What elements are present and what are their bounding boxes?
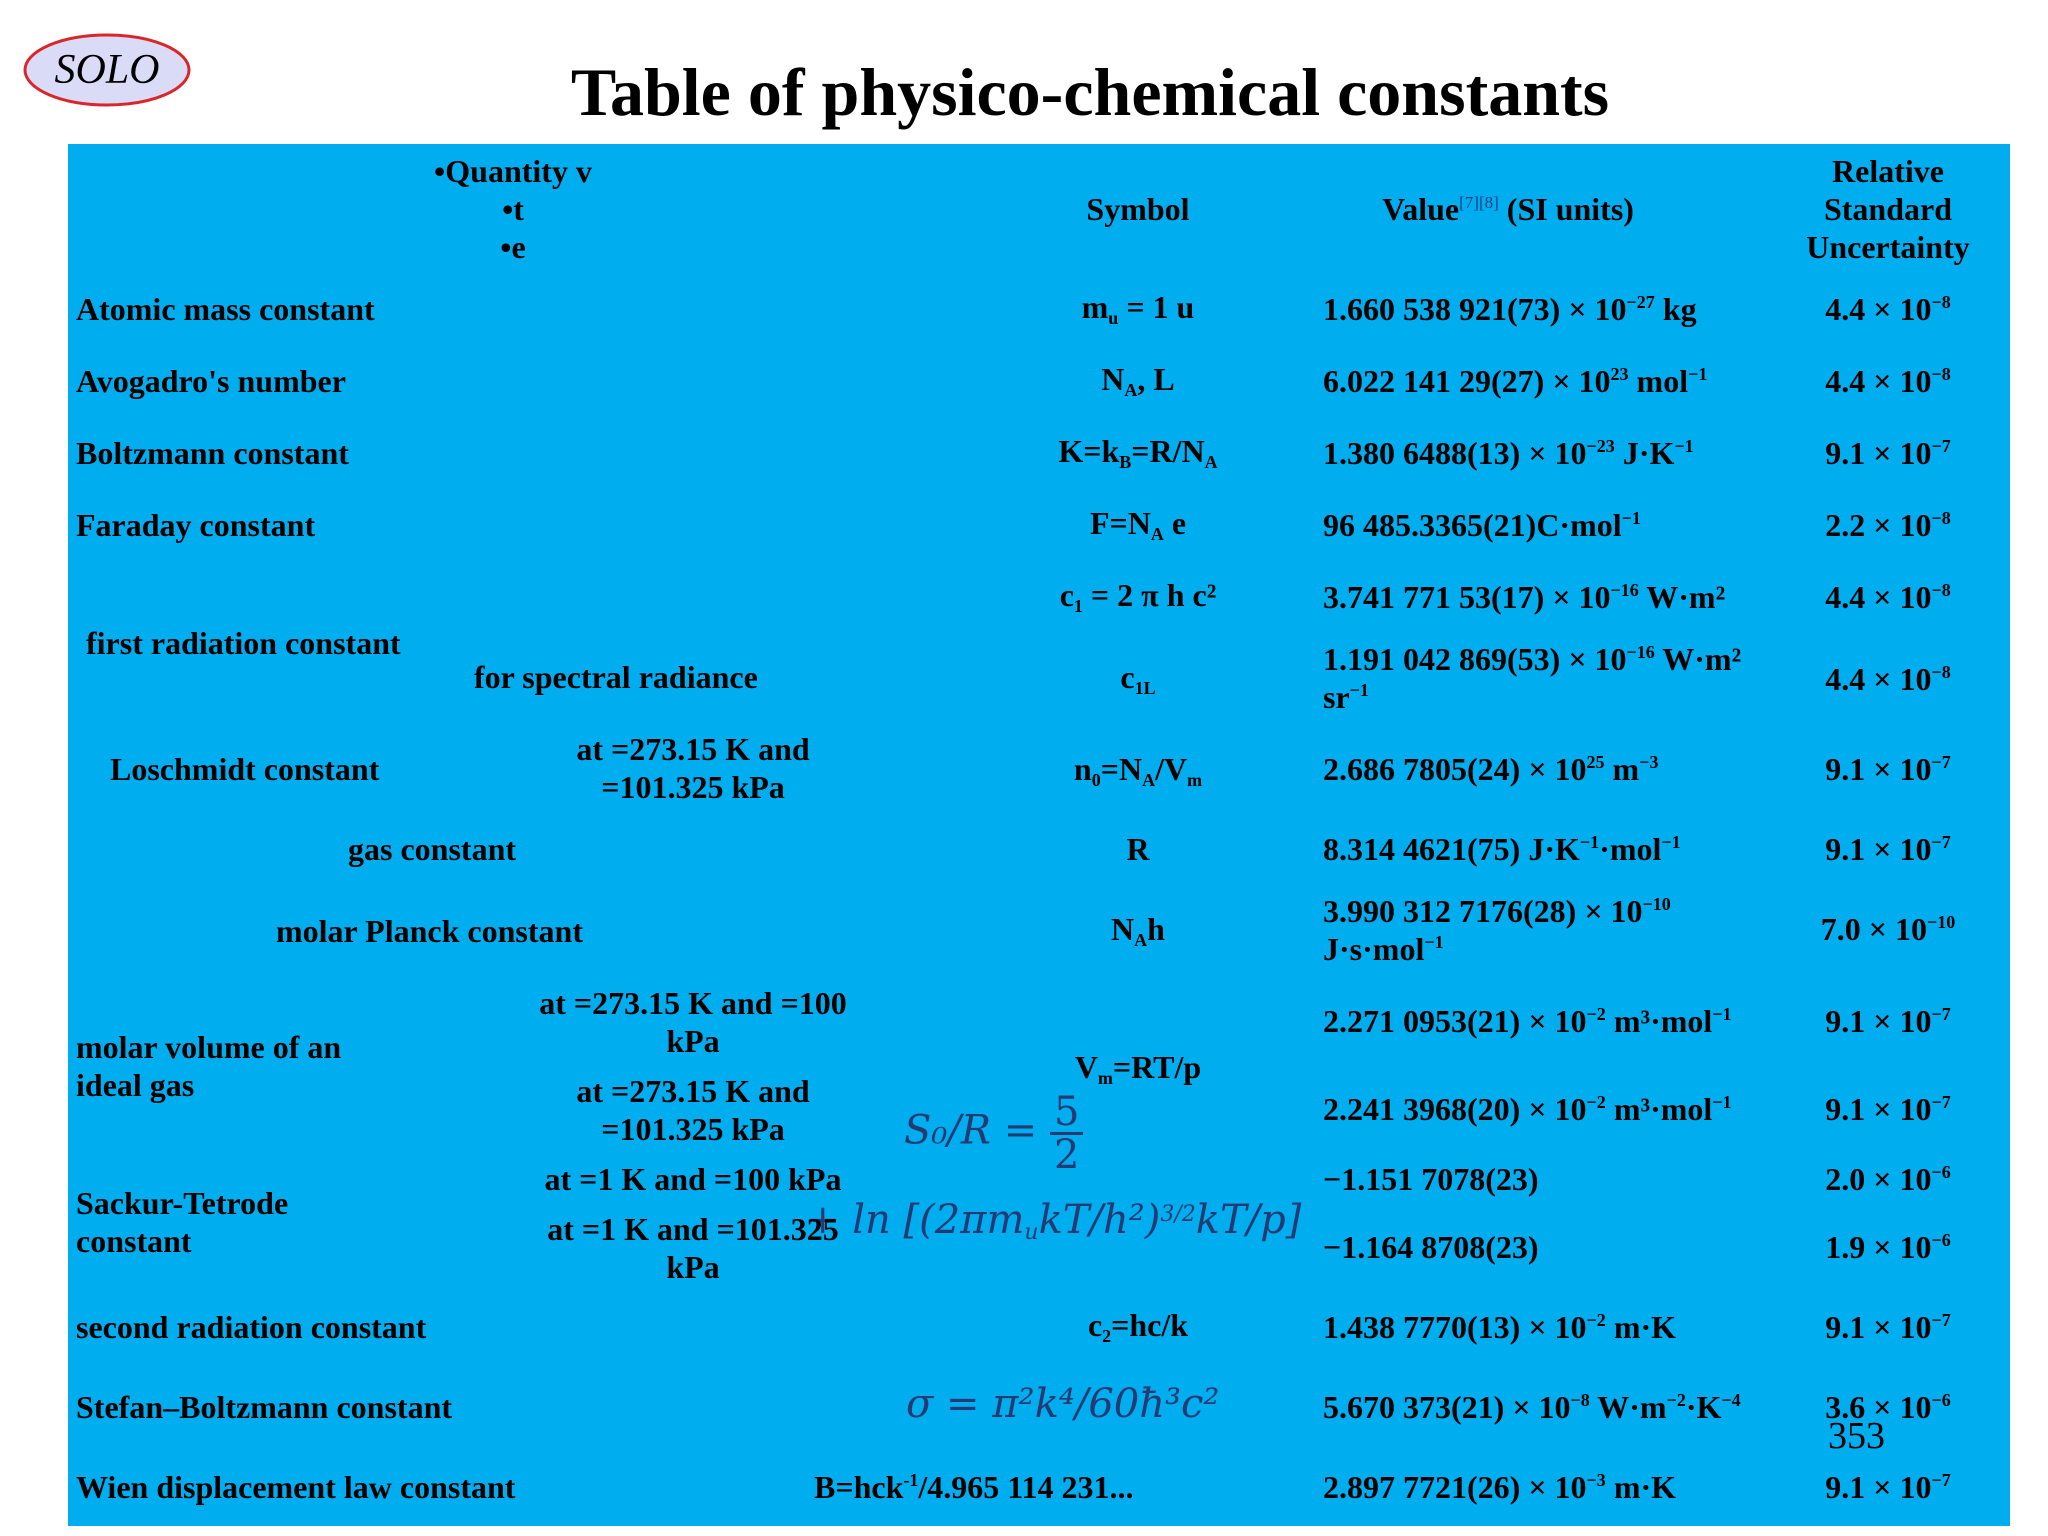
unc-avogadro: $4.4 \times 10^{-8}$ [1825,363,1951,399]
value-wien: 2.897 $7721(26) \times 10^{-3}$ m·K [1323,1469,1677,1505]
value-sackur-1: −1.151 7078(23) [1323,1161,1539,1197]
symbol-wien: B=hck$^{-1}$/4.965 114 231... [814,1469,1134,1505]
unc-gas-constant: $9.1 \times 10^{-7}$ [1825,831,1951,867]
name-loschmidt: Loschmidt constant [110,751,380,787]
name-stefan-boltzmann: Stefan–Boltzmann constant [76,1389,453,1425]
condition-sackur-1: at =1 K and =100 kPa [544,1161,842,1197]
formula-stefan-boltzmann: σ = π²k⁴/60ħ³c² [906,1381,1220,1427]
page-number: 353 [1828,1415,1885,1457]
condition-spectral-radiance: for spectral radiance [474,659,758,695]
unc-molar-volume-1: $9.1 \times 10^{-7}$ [1825,1003,1951,1039]
unc-first-radiation-sr: $4.4 \times 10^{-8}$ [1825,661,1951,697]
value-molar-volume-1: 2.271 $0953(21) \times 10^{-2}$ m³·mol$^{-1}$ [1323,1003,1732,1039]
logo-text: SOLO [54,47,160,93]
value-molar-planck: 3.990 312 $7176(28) \times 10^{-10}$ J·s·mol$^{-1}$ [1323,893,1671,967]
unc-sackur-1: $2.0 \times 10^{-6}$ [1825,1161,1951,1197]
unc-faraday: $2.2 \times 10^{-8}$ [1825,507,1951,543]
symbol-loschmidt: $n_0=N_A/V_m$ [1073,751,1203,790]
unc-molar-volume-2: $9.1 \times 10^{-7}$ [1825,1091,1951,1127]
name-atomic-mass: Atomic mass constant [76,291,375,327]
formula-sackur-rhs: + $\ln [(2\pi m_ukT/h^2)^{3/2}kT/p]$ [806,1197,1302,1245]
symbol-first-radiation: $c_1 = 2$ π h c² [1059,577,1217,616]
unc-stefan-boltzmann: $3.6 \times 10^{-6}$ [1825,1389,1951,1425]
symbol-gas-constant: R [1126,831,1150,867]
name-gas-constant: gas constant [348,831,517,867]
name-wien: Wien displacement law constant [76,1469,516,1505]
symbol-second-radiation: $c_2=hc/k$ [1087,1307,1189,1346]
name-faraday: Faraday constant [76,507,316,543]
name-first-radiation: first radiation constant [86,625,401,661]
unc-sackur-2: $1.9 \times 10^{-6}$ [1825,1229,1951,1265]
symbol-molar-volume: $V_m=RT/p$ [1074,1049,1202,1088]
constants-table [68,144,2010,1526]
condition-molar-volume-2: at =273.15 K and =101.325 kPa [576,1073,810,1147]
value-avogadro: 6.022 141 $29(27) \times 10^{23}$ mol$^{-1}$ [1323,363,1708,399]
unc-second-radiation: $9.1 \times 10^{-7}$ [1825,1309,1951,1345]
condition-loschmidt: at =273.15 K and =101.325 kPa [576,731,810,805]
symbol-faraday: $F=N_A$ e [1089,505,1187,544]
value-boltzmann: 1.380 $6488(13) \times 10^{-23}$ $J\cdot K^{-1}$ [1323,435,1694,471]
unc-molar-planck: $7.0 \times 10^{-10}$ [1820,911,1956,947]
header-value: Value[7][8] (SI units) [1382,191,1634,227]
symbol-molar-planck: $N_Ah$ [1111,911,1165,950]
formula-sackur-fraction: $\frac{5}{2}$ [1050,1092,1083,1175]
unc-wien: $9.1 \times 10^{-7}$ [1825,1469,1951,1505]
value-first-radiation: 3.741 771 $53(17) \times 10^{-16}$ W·m² [1323,579,1726,615]
unc-loschmidt: $9.1 \times 10^{-7}$ [1825,751,1951,787]
value-gas-constant: 8.314 4621(75) $J\cdot K^{-1}\cdot mol^{-1}$ [1323,831,1681,867]
value-loschmidt: 2.686 $7805(24) \times 10^{25}$ $m^{-3}$ [1323,751,1659,787]
value-faraday: 96 485.3365(21)C·mol$^{-1}$ [1323,507,1641,543]
name-molar-volume: molar volume of an ideal gas [76,1029,342,1103]
value-first-radiation-sr: 1.191 042 $869(53) \times 10^{-16}$ W·m² $sr^{-1}$ [1323,641,1742,715]
name-molar-planck: molar Planck constant [276,913,583,949]
unc-atomic-mass: $4.4 \times 10^{-8}$ [1825,291,1951,327]
name-boltzmann: Boltzmann constant [76,435,349,471]
header-symbol: Symbol [1086,191,1190,227]
name-avogadro: Avogadro's number [76,363,346,399]
formula-sackur-lhs: S₀/R = $\frac{5}{2}$ [904,1092,1083,1175]
value-sackur-2: −1.164 8708(23) [1323,1229,1539,1265]
value-molar-volume-2: 2.241 $3968(20) \times 10^{-2}$ m³·mol$^{-1}$ [1323,1091,1732,1127]
name-sackur-tetrode: Sackur-Tetrode constant [76,1185,289,1259]
symbol-atomic-mass: $m_u = 1$ u [1081,289,1195,328]
name-second-radiation: second radiation constant [76,1309,427,1345]
condition-sackur-2: at =1 K and =101.325 kPa [547,1211,839,1285]
value-atomic-mass: 1.660 538 $921(73) \times 10^{-27}$ kg [1323,291,1697,327]
condition-molar-volume-1: at =273.15 K and =100 kPa [539,985,847,1059]
page-title: Table of physico-chemical constants [570,54,1610,130]
symbol-boltzmann: $K=k_B=R/N_A$ [1058,433,1218,472]
symbol-avogadro: $N_A$, L [1101,361,1175,400]
unc-first-radiation: $4.4 \times 10^{-8}$ [1825,579,1951,615]
header-uncertainty: Relative Standard Uncertainty [1806,153,1970,265]
value-second-radiation: 1.438 $7770(13) \times 10^{-2}$ m·K [1323,1309,1677,1345]
value-stefan-boltzmann: 5.670 $373(21) \times 10^{-8}$ $W\cdot m^{-2}\cdot K^{-4}$ [1323,1389,1741,1425]
unc-boltzmann: $9.1 \times 10^{-7}$ [1825,435,1951,471]
header-quantity: •Quantity v •t •e [434,153,592,265]
symbol-first-radiation-sr: $c_{1L}$ [1120,659,1156,698]
